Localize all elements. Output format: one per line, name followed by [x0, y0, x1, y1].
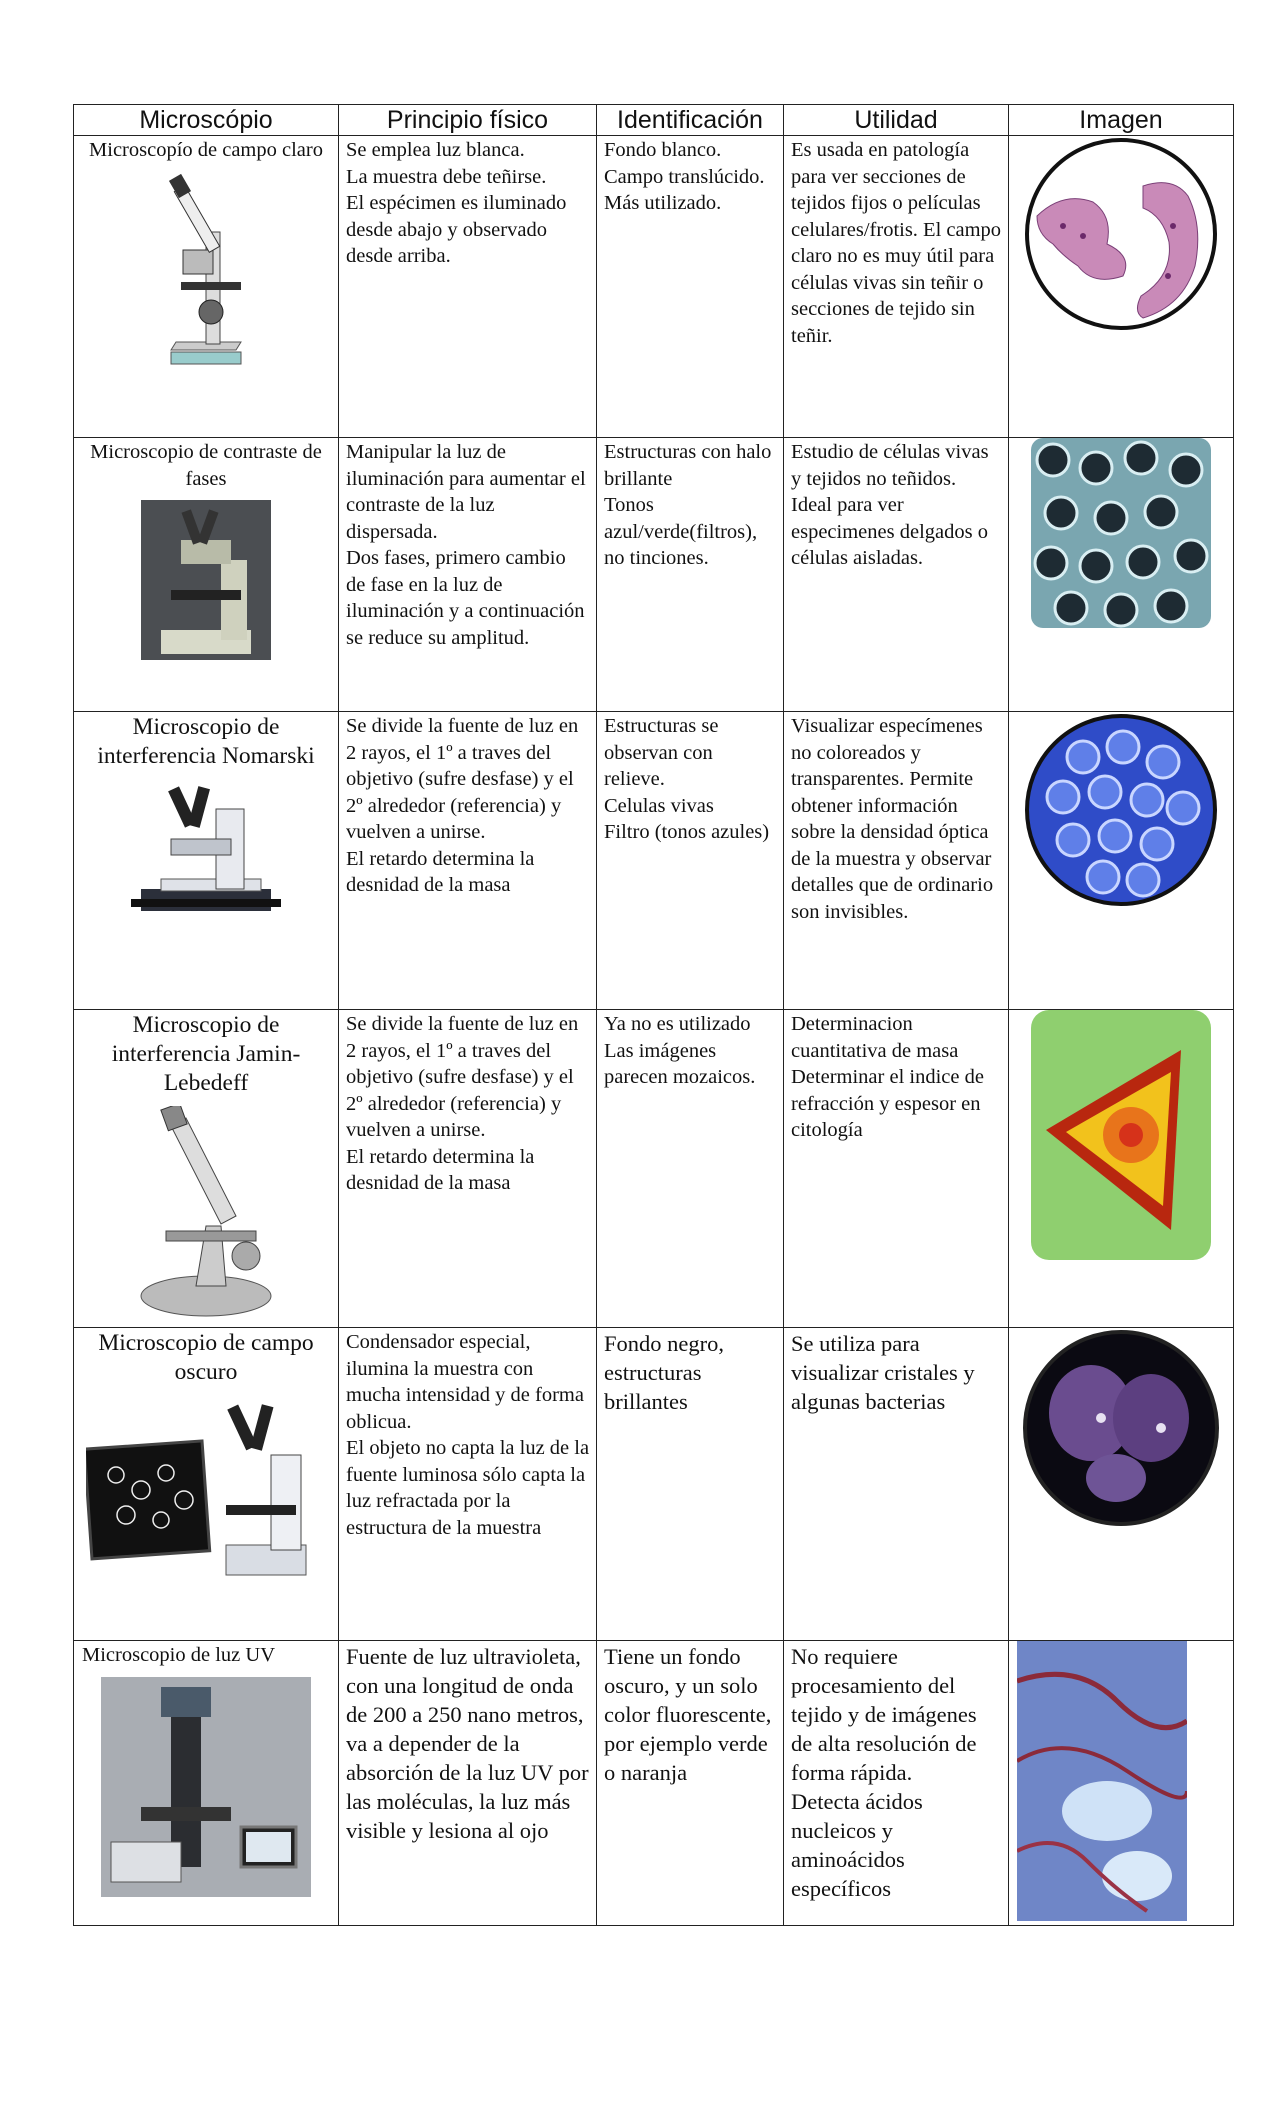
- utility-text: No requiere procesamiento del tejido y de imágenes de alta resolución de forma rápida. Detecta ácidos nucleicos y aminoácidos específicos: [791, 1644, 977, 1901]
- principle-text: Manipular la luz de iluminación para aumentar el contraste de la luz dispersada. Dos fases, primero cambio de fase en la luz de iluminación y a continuación se reduce su amplitud.: [346, 441, 586, 649]
- utility-cell: [784, 136, 1009, 438]
- image-cell: [1009, 438, 1234, 712]
- utility-text: Determinacion cuantitativa de masa Determinar el indice de refracción y espesor en citología: [791, 1013, 984, 1141]
- principle-cell: [339, 1010, 597, 1328]
- tissue-section-image: [1023, 136, 1219, 332]
- header-microscopio: Microscópio: [74, 105, 339, 136]
- identification-cell: [597, 438, 784, 712]
- identification-cell: [597, 1010, 784, 1328]
- identification-cell: [597, 1641, 784, 1926]
- microscope-name: Microscopio de campo oscuro: [98, 1330, 314, 1385]
- microscope-cell: [74, 712, 339, 1010]
- uv-microscope-photo: [101, 1677, 311, 1897]
- brightfield-microscope-illustration: [151, 172, 261, 372]
- header-imagen: Imagen: [1009, 105, 1234, 136]
- principle-text: Se emplea luz blanca. La muestra debe teñirse. El espécimen es iluminado desde abajo y observado desde arriba.: [346, 139, 567, 267]
- identification-text: Ya no es utilizado Las imágenes parecen mozaicos.: [604, 1013, 756, 1088]
- microscope-name: Microscopio de luz UV: [82, 1644, 275, 1666]
- utility-cell: [784, 438, 1009, 712]
- microscope-cell: [74, 438, 339, 712]
- utility-cell: [784, 1328, 1009, 1641]
- image-cell: [1009, 1010, 1234, 1328]
- utility-text: Estudio de células vivas y tejidos no teñidos. Ideal para ver especimenes delgados o células aisladas.: [791, 441, 989, 569]
- identification-cell: [597, 1328, 784, 1641]
- jamin-lebedeff-microscope-illustration: [126, 1106, 286, 1321]
- identification-text: Fondo negro, estructuras brillantes: [604, 1331, 724, 1414]
- identification-text: Estructuras con halo brillante Tonos azul/verde(filtros), no tinciones.: [604, 441, 772, 569]
- header-principio: Principio físico: [339, 105, 597, 136]
- nomarski-microscope-illustration: [131, 779, 281, 929]
- table-header-row: [74, 105, 1234, 136]
- identification-text: Estructuras se observan con relieve. Celulas vivas Filtro (tonos azules): [604, 715, 770, 843]
- image-cell: [1009, 712, 1234, 1010]
- microscope-cell: [74, 1641, 339, 1926]
- image-cell: [1009, 136, 1234, 438]
- darkfield-cells-image: [1021, 1328, 1221, 1528]
- table-row: [74, 712, 1234, 1010]
- principle-cell: [339, 136, 597, 438]
- utility-cell: [784, 1641, 1009, 1926]
- microscope-cell: [74, 136, 339, 438]
- table-row: [74, 438, 1234, 712]
- microscope-cell: [74, 1010, 339, 1328]
- principle-text: Fuente de luz ultravioleta, con una longitud de onda de 200 a 250 nano metros, va a depender de la absorción de la luz UV por las moléculas, la luz más visible y lesiona al ojo: [346, 1644, 589, 1843]
- principle-cell: [339, 1328, 597, 1641]
- phase-contrast-cells-image: [1031, 438, 1211, 628]
- image-cell: [1009, 1328, 1234, 1641]
- nomarski-cells-image: [1023, 712, 1219, 908]
- header-identificacion: Identificación: [597, 105, 784, 136]
- phase-contrast-microscope-photo: [141, 500, 271, 660]
- principle-text: Se divide la fuente de luz en 2 rayos, el 1º a traves del objetivo (sufre desfase) y el 2º alrededor (referencia) y vuelven a unirse. El retardo determina la desnidad de la masa: [346, 1013, 579, 1194]
- utility-text: Se utiliza para visualizar cristales y algunas bacterias: [791, 1331, 975, 1414]
- microscope-name: Microscopio de interferencia Nomarski: [97, 714, 315, 769]
- utility-cell: [784, 1010, 1009, 1328]
- microscope-name: Microscopío de campo claro: [89, 139, 323, 161]
- utility-text: Es usada en patología para ver secciones de tejidos fijos o películas celulares/frotis. El campo claro no es muy útil para células vivas sin teñir o secciones de tejido sin teñir.: [791, 139, 1002, 347]
- microscope-name: Microscopio de contraste de fases: [90, 441, 322, 490]
- microscope-name: Microscopio de interferencia Jamin-Lebedeff: [111, 1012, 301, 1096]
- microscope-cell: [74, 1328, 339, 1641]
- principle-text: Condensador especial, ilumina la muestra con mucha intensidad y de forma oblicua. El objeto no capta la luz de la fuente luminosa sólo capta la luz refractada por la estructura de la muestra: [346, 1331, 590, 1539]
- identification-cell: [597, 712, 784, 1010]
- uv-tissue-image: [1017, 1641, 1187, 1921]
- identification-text: Tiene un fondo oscuro, y un solo color fluorescente, por ejemplo verde o naranja: [604, 1644, 772, 1785]
- identification-text: Fondo blanco. Campo translúcido. Más utilizado.: [604, 139, 765, 214]
- darkfield-microscope-with-monitor: [86, 1395, 326, 1595]
- microscope-comparison-table: [73, 104, 1234, 1926]
- table-row: [74, 1010, 1234, 1328]
- principle-cell: [339, 1641, 597, 1926]
- table-row: [74, 1328, 1234, 1641]
- principle-cell: [339, 438, 597, 712]
- principle-text: Se divide la fuente de luz en 2 rayos, el 1º a traves del objetivo (sufre desfase) y el 2º alrededor (referencia) y vuelven a unirse. El retardo determina la desnidad de la masa: [346, 715, 579, 896]
- principle-cell: [339, 712, 597, 1010]
- table-row: [74, 1641, 1234, 1926]
- utility-text: Visualizar especímenes no coloreados y transparentes. Permite obtener información sobre la densidad óptica de la muestra y observar detalles que de ordinario son invisibles.: [791, 715, 994, 923]
- identification-cell: [597, 136, 784, 438]
- image-cell: [1009, 1641, 1234, 1926]
- header-utilidad: Utilidad: [784, 105, 1009, 136]
- diatom-mosaic-image: [1031, 1010, 1211, 1260]
- utility-cell: [784, 712, 1009, 1010]
- table-row: [74, 136, 1234, 438]
